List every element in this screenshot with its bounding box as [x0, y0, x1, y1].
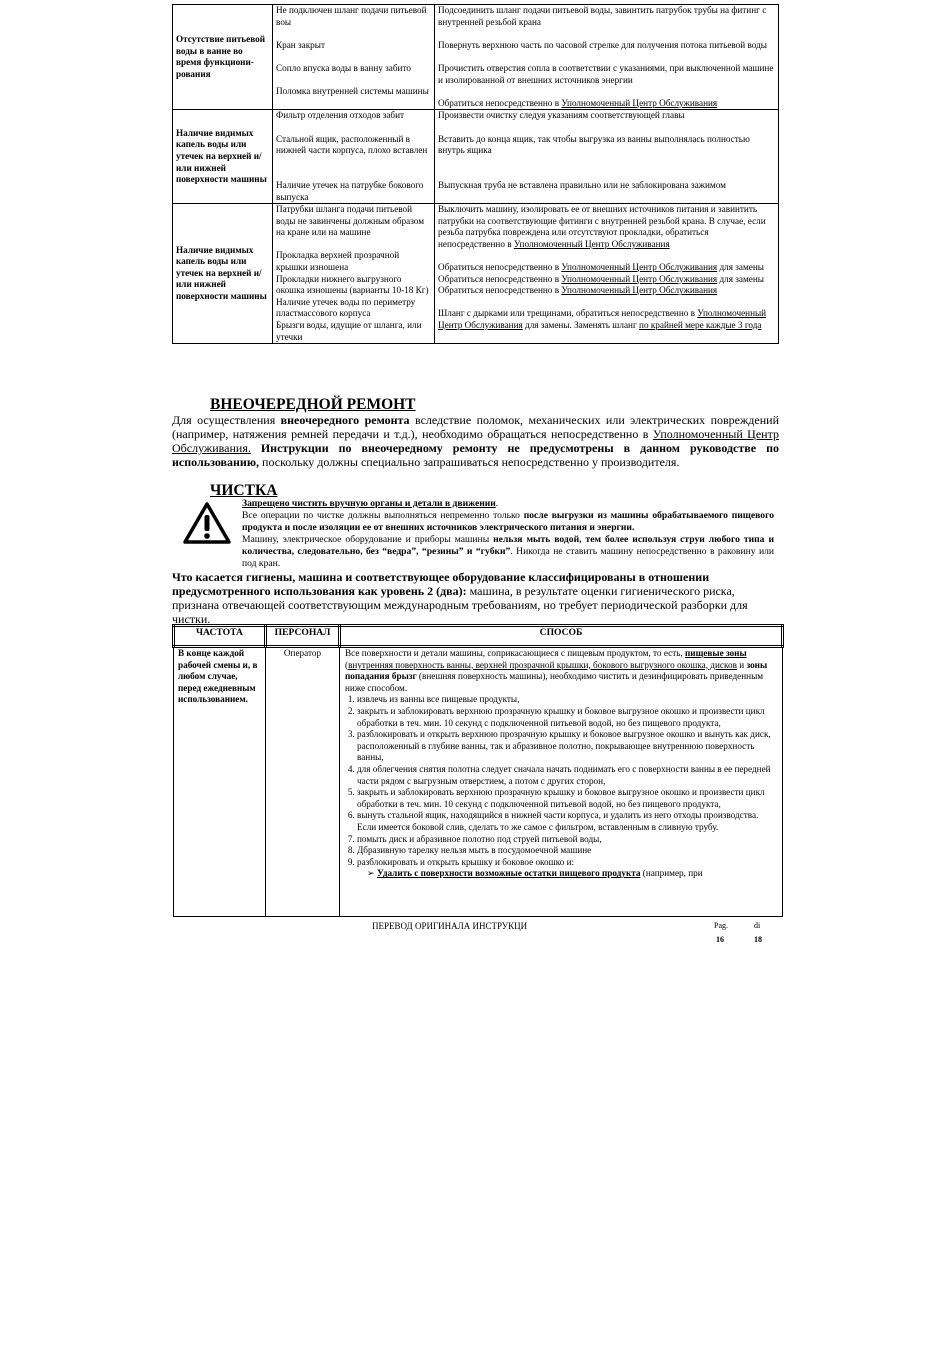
remedy-text	[438, 204, 775, 250]
cause-text: Сопло впуска воды в ванну забито	[276, 62, 411, 73]
cause-text: Брызги воды, идущие от шланга, или утечки	[276, 320, 422, 342]
repair-text-bold-1: внеочередного ремонта	[280, 413, 410, 427]
cleaning-warning-text: Запрещено чистить вручную органы и детали в движении. Все операции по чистке должны выполняться непременно только после выгрузки из машины обрабатываемого пищевого продукта и после изоляции ее от внешних источников электрического питания и энергии. Машину, электрическое оборудование и приборы машины нельзя мыть водой, тем более используя струи любого типа и количества, следовательно, без “ведра”, “резины” и “губки”. Никогда не ставить машину непосредственно в раковину или под кран.	[242, 498, 774, 569]
remedy-span: для замены	[717, 273, 764, 284]
step-sub-item	[345, 868, 779, 880]
trouble-row	[173, 110, 779, 204]
repair-text-3: поскольку должны специально запрашиваться непосредственно у производителя.	[259, 455, 680, 469]
cleaning-step: 3. разблокировать и открыть верхнюю прозрачную крышку и боковое выгрузное окошко и вынуть как диск, расположенный в глубине ванны, так и абразивное полотно, покрывающее внутреннюю поверхность ванны,	[357, 729, 779, 764]
footer-text: ПЕРЕВОД ОРИГИНАЛА ИНСТРУКЦИ	[372, 921, 528, 931]
remedy-span: Выключить машину, изолировать ее от внешних источников питания и завинтить патрубки на соответствующие фитинги с внутренней резьбой крана. В случае, если резьба патрубка повреждена или отсутствуют прокладки, обратиться непосредственно в	[438, 204, 766, 249]
cleaning-warning-title: Запрещено чистить вручную органы и детали в движении	[242, 498, 496, 509]
troubleshooting-table	[172, 4, 779, 344]
intro-d: внутренняя поверхность ванны, верхней прозрачной крышки, бокового выгрузного окошка, дисков	[348, 659, 737, 670]
repair-heading: ВНЕОЧЕРЕДНОЙ РЕМОНТ	[210, 396, 416, 413]
intro-c: (	[345, 659, 349, 670]
remedy-span: Обратиться непосредственно в	[438, 97, 562, 108]
remedy-text	[438, 180, 775, 192]
spacer	[438, 28, 775, 40]
repair-text-bold-2: Инструкции по внеочередному ремонту не предусмотрены в данном руководстве по использованию,	[172, 441, 779, 469]
header-frequency: ЧАСТОТА	[174, 626, 266, 647]
cleaning-step: 1. извлечь из ванны все пищевые продукты,	[357, 694, 779, 706]
cause-text: Фильтр отделения отходов забит	[276, 110, 405, 121]
staff-cell: Оператор	[266, 647, 340, 917]
remedy-text	[438, 274, 775, 286]
remedy-text	[438, 110, 775, 122]
header-method: СПОСОБ	[340, 626, 783, 647]
remedy-span: Шланг с дырками или трещинами, обратиться непосредственно в	[438, 308, 698, 319]
spacer	[276, 157, 431, 169]
cause-text: Стальной ящик, расположенный в нижней части корпуса, плохо вставлен	[276, 133, 428, 156]
service-center-link[interactable]: по крайней мере каждые 3 года	[639, 320, 762, 331]
cleaning-step: 7. помыть диск и абразивное полотно под струей питьевой воды,	[357, 834, 779, 846]
spacer	[438, 157, 775, 169]
footer-total-pages: 18	[754, 935, 762, 944]
remedy-text	[438, 134, 775, 157]
remedy-span: Прочистить отверстия сопла в соответствии с указаниями, при выключенной машине и изолированной от внешних источников энергии	[438, 62, 774, 85]
spacer	[276, 239, 431, 251]
remedy-span: Вставить до конца ящик, так чтобы выгрузка из ванны выполнялась полностью внутрь ящика	[438, 133, 750, 156]
spacer	[438, 122, 775, 134]
problem-cell: Наличие видимых капель воды или утечек на верхней и/или нижней поверхности машины	[173, 204, 273, 344]
remedy-span: Выпускная труба не вставлена правильно или не заблокирована зажимом	[438, 179, 726, 190]
remedy-span: Произвести очистку следуя указаниям соответствующей главы	[438, 110, 685, 121]
spacer	[438, 168, 775, 180]
remedy-cell	[435, 110, 779, 204]
cleaning-steps-list	[345, 694, 779, 868]
intro-f: зоны попадания брызг	[345, 659, 768, 682]
arrow-icon: ➢	[367, 868, 375, 879]
cleaning-step: 4. для облегчения снятия полотна следует сначала начать поднимать его с поверхности ванны в ее передней части рядом с выгрузным отверстием, а потом с других сторон,	[357, 764, 779, 787]
cause-cell	[273, 5, 435, 110]
cleaning-step: 9. разблокировать и открыть крышку и боковое окошко и:	[357, 857, 779, 869]
cause-text: Кран закрыт	[276, 39, 325, 50]
intro-b: пищевые зоны	[685, 648, 747, 658]
intro-e: и	[736, 659, 747, 670]
remedy-span: Обратиться непосредственно в	[438, 262, 562, 273]
spacer	[276, 168, 431, 180]
sub-item-rest: (например, при	[640, 868, 703, 879]
remedy-cell	[435, 204, 779, 344]
spacer	[438, 250, 775, 262]
service-center-link[interactable]: Уполномоченный Центр Обслуживания.	[172, 427, 779, 455]
footer-pag-label: Pag.	[714, 921, 728, 930]
cleaning-warning-3-end: . Никогда не ставить машину непосредственно в раковину или под кран.	[242, 546, 774, 569]
cause-cell	[273, 110, 435, 204]
cleaning-warning-2: Все операции по чистке должны выполняться непременно только	[242, 510, 524, 521]
remedy-span: Повернуть верхнюю часть по часовой стрелке для получения потока питьевой воды	[438, 39, 767, 50]
intro-g: (внешняя поверхность машины), необходимо чистить и дезинфицировать приведенным ниже способом.	[345, 671, 764, 693]
remedy-text	[438, 98, 775, 110]
sub-item-bold: Удалить с поверхности возможные остатки пищевого продукта	[377, 868, 641, 879]
repair-paragraph	[172, 413, 779, 469]
cleaning-heading: ЧИСТКА	[210, 482, 278, 499]
cause-text: Прокладка верхней прозрачной крышки изношена	[276, 250, 400, 273]
cleaning-step: 8. Дбразивную тарелку нельзя мыть в посудомоечной машине	[357, 845, 779, 857]
cleaning-warning-3-bold: нельзя мыть водой, тем более используя струи любого типа и количества, следовательно, без “ведра”, “резины” и “губки”	[242, 534, 774, 557]
spacer	[276, 51, 431, 63]
intro-a: Все поверхности и детали машины, соприкасающиеся с пищевым продуктом, то есть,	[345, 648, 686, 658]
problem-cell: Отсутствие питьевой воды в ванне во время функциони-рования	[173, 5, 273, 110]
cleaning-warning-2-bold: после выгрузки из машины обрабатываемого пищевого продукта и после изоляции ее от внешних источников электрического питания и энергии.	[242, 510, 774, 533]
cause-text: Прокладки нижнего выгрузного окошка изношены (варианты 10-18 Кг)	[276, 273, 429, 296]
cleaning-step: 2. закрыть и заблокировать верхнюю прозрачную крышку и боковое выгрузное окошко и произвести цикл обработки в теч. мин. 10 секунд с подключенной питьевой водой, но без пищевого продукта,	[357, 706, 779, 729]
spacer	[438, 86, 775, 98]
cleaning-warning-3: Машину, электрическое оборудование и приборы машины	[242, 534, 494, 545]
remedy-text	[438, 63, 775, 86]
service-center-link[interactable]: Уполномоченный Центр Обслуживания	[561, 285, 718, 296]
repair-text-1: Для осуществления	[172, 413, 281, 427]
remedy-cell	[435, 5, 779, 110]
spacer	[438, 51, 775, 63]
method-cell	[340, 647, 783, 917]
remedy-text	[438, 308, 775, 331]
remedy-span: для замены	[717, 262, 764, 273]
method-intro	[345, 648, 779, 694]
service-center-link[interactable]: Уполномоченный Центр Обслуживания	[561, 262, 718, 273]
hygiene-bold: Что касается гигиены, машина и соответствующее оборудование классифицированы в отношении предусмотренного использования как уровень 2 (два):	[172, 570, 710, 598]
cleaning-step: 6. вынуть стальной ящик, находящийся в нижней части корпуса, и удалить из него отходы производства. Если имеется боковой слив, сделать то же самое с фильтром, вставленным в сливную трубу.	[357, 810, 779, 833]
spacer	[438, 297, 775, 309]
remedy-span: Подсоединить шланг подачи питьевой воды, завинтить патрубок трубы на фитинг с внутренней резьбой крана	[438, 5, 767, 27]
repair-text-2: вследствие поломок, механических или электрических повреждений (например, натяжения ремней передачи и т.д.), необходимо обращаться непосредственно в	[172, 413, 779, 441]
remedy-span: для замены. Заменять шланг	[522, 320, 640, 331]
cleaning-step: 5. закрыть и заблокировать верхнюю прозрачную крышку и боковое выгрузное окошко и произвести цикл обработки в теч. мин. 10 секунд с подключенной питьевой водой, но без пищевого продукта,	[357, 787, 779, 810]
cleaning-table	[172, 624, 784, 917]
service-center-link[interactable]: Уполномоченный Центр Обслуживания	[438, 308, 767, 331]
remedy-text	[438, 40, 775, 52]
service-center-link[interactable]: Уполномоченный Центр Обслуживания	[561, 273, 718, 284]
service-center-link[interactable]: Уполномоченный Центр Обслуживания	[561, 97, 718, 108]
remedy-span: Обратиться непосредственно в	[438, 285, 562, 296]
cause-text: Наличие утечек на патрубке бокового выпуска	[276, 179, 424, 202]
repair-heading-wrap	[210, 396, 416, 414]
remedy-text	[438, 285, 775, 297]
trouble-row	[173, 5, 779, 110]
remedy-text	[438, 262, 775, 274]
cause-text: Патрубки шланга подачи питьевой воды не завинчены должным образом на кране или на машине	[276, 204, 425, 238]
spacer	[276, 75, 431, 87]
remedy-span: Обратиться непосредственно в	[438, 273, 562, 284]
service-center-link[interactable]: Уполномоченный Центр Обслуживания	[513, 238, 670, 249]
spacer	[276, 28, 431, 40]
cause-text: Наличие утечек воды по периметру пластмассового корпуса	[276, 296, 416, 319]
footer-page-number: 16	[716, 935, 724, 944]
frequency-cell: В конце каждой рабочей смены и, в любом случае, перед ежедневным использованием.	[174, 647, 266, 917]
footer-di-label: di	[754, 921, 761, 930]
cause-cell	[273, 204, 435, 344]
trouble-row	[173, 204, 779, 344]
cause-text: Не подключен шланг подачи питьевой вoы	[276, 5, 427, 27]
hygiene-paragraph	[172, 570, 779, 626]
remedy-text	[438, 5, 775, 28]
cause-text: Поломка внутренней системы машины	[276, 86, 429, 97]
spacer	[276, 122, 431, 134]
problem-cell: Наличие видимых капель воды или утечек на верхней и/или нижней поверхности машины	[173, 110, 273, 204]
hygiene-text: машина, в результате оценки гигиенического риска, признана отвечающей соответствующим международным требованиям, но требует периодической разборки для чистки.	[172, 584, 748, 626]
warning-triangle-icon	[183, 502, 231, 544]
header-staff: ПЕРСОНАЛ	[266, 626, 340, 647]
